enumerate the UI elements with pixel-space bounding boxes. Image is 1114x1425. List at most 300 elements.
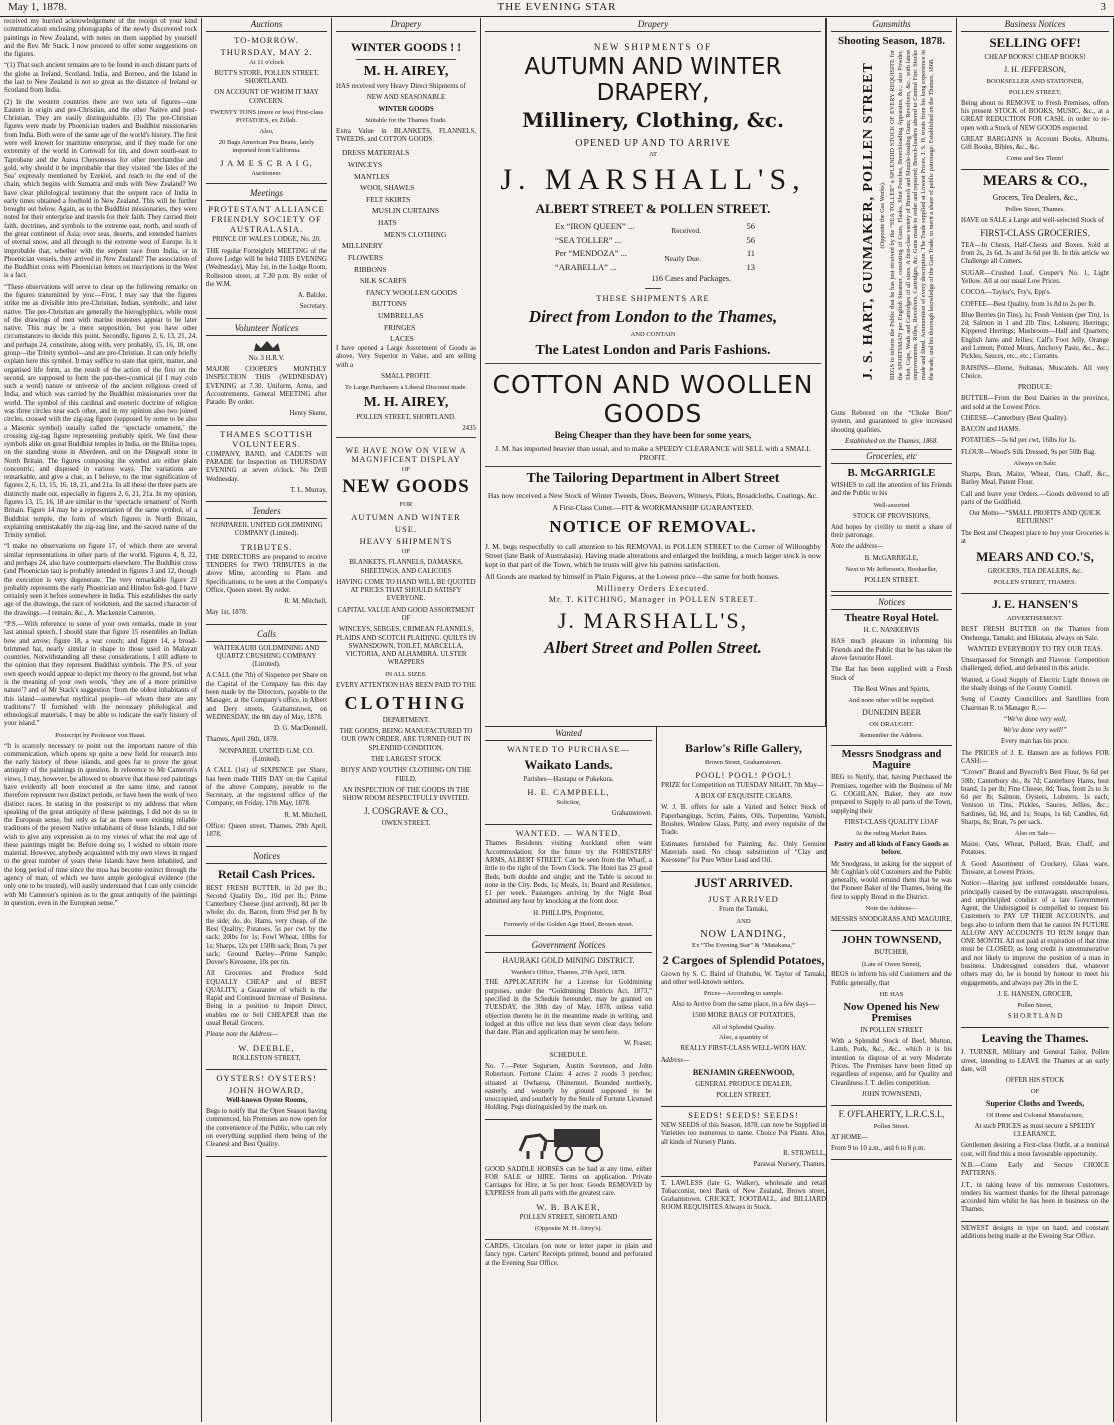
stilwell-nursery: Parawai Nursery, Thames. xyxy=(753,1161,826,1169)
turner-thanks: J.T., in taking leave of his numerous Customers, tenders his warmest thanks for the liberal patronage accorded him whilst he has been in business on the Thames. xyxy=(961,1181,1109,1214)
volunteer-body: MAJOR COOPER'S MONTHLY INSPECTION THIS (WEDNESDAY) EVENING at 7.30. Uniform, Arms, and Accoutrements. General MEETING after Parade. By order. xyxy=(206,366,327,407)
marshall-notice-removal: NOTICE OF REMOVAL. xyxy=(549,516,757,536)
greenwood-name: BENJAMIN GREENWOOD, xyxy=(692,1067,795,1077)
marshall-total: 116 Cases and Packages. xyxy=(651,274,731,284)
newest-designs-ad: NEWEST designs in type on hand, and constant additions being made at the Evening Star Office. xyxy=(961,1224,1109,1240)
mcgarrigle-ad xyxy=(831,467,952,592)
marshall-at: AT xyxy=(648,151,658,158)
cosgrave-blankets: BLANKETS, FLANNELS, DAMASKS, SHEETINGS, AND CALICOES xyxy=(349,559,463,575)
lawless-ad: T. LAWLESS (late G. Walker), wholesale and retail Tobacconist, next Bank of New Zealand, Brown street, Grahamstown. CRICKET, FOOTBALL, and BILLIARD ROOM REQUISITES Always in Stock. xyxy=(661,1179,826,1212)
snodgrass-body: Mr Snodgrass, in asking for the support of Mr Coghlan's old Customers and the Public generally, would remind them that he was the Pioneer Baker of the Thames, being the first to supply Bread in the District. xyxy=(831,860,952,901)
ship-name: Per “MENDOZA” ... xyxy=(555,248,627,259)
theatre-body: HAS much pleasure in informing his Friends and the Public that he has taken the above favourite Hotel. xyxy=(831,638,952,663)
cosgrave-of: OF xyxy=(401,548,411,556)
oysters-rooms: Well-known Oyster Rooms, xyxy=(226,1096,307,1104)
mcgarrigle-stock: STOCK OF PROVISIONS, xyxy=(852,512,931,520)
masthead-page-number: 3 xyxy=(1100,1,1106,13)
mears-sugar: SUGAR—Crushed Loaf, Couper's No. 1, Light Yellow. All at our usual Low Prices. xyxy=(961,269,1109,285)
cosgrave-inspect: AN INSPECTION OF THE GOODS IN THE SHOW ROOM RESPECTFULLY INVITED. xyxy=(342,786,470,803)
mears-coffee: COFFEE—Best Quality, from 1s 8d to 2s per lb. xyxy=(961,300,1096,308)
marshall-notice-body: J. M. begs respectfully to call attention to his REMOVAL in POLLEN STREET to the Corner of Willoughby Street (late Bank of Australasia). Having made alterations and enlarged the building, a much larger stock is now kept in that part of the Town, which he trusts will give his patrons satisfaction. xyxy=(485,541,821,569)
snodgrass-loaf: FIRST-CLASS QUALITY LOAF xyxy=(844,818,939,826)
hart-name: J. S. HART, GUNMAKER, POLLEN STREET xyxy=(861,62,876,380)
mears-produce: PRODUCE: xyxy=(1017,384,1053,392)
mears-butter: BUTTER—From the Best Dairies in the province, and sold at the Lowest Price. xyxy=(961,395,1109,411)
turner-gentlemen: Gentlemen desiring a First-class Outfit, at a nominal cost, will find this a most favourable opportunity. xyxy=(961,1142,1109,1158)
list-item: HATS xyxy=(378,218,397,228)
barlow-estimates: Estimates furnished for Painting, &c. Only Genuine Materials used. No cheap substitution of “Clay and Kerosene” for Pure White Lead and Oil. xyxy=(661,840,826,865)
retail-prices-body: All Groceries and Produce Sold EQUALLY CHEAP and of BEST QUALITY, a Guarantee of which is the Rapid and Continued Increase of Business. Being in a position to Import Direct, enables me to Sell CHEAPER than the usual Retail Grocers. xyxy=(206,970,327,1028)
just-arrived-sub: JUST ARRIVED xyxy=(708,894,779,905)
mcgarrigle-well: Well-assorted xyxy=(873,501,910,509)
mcgarrigle-note: Note the address— xyxy=(831,543,884,551)
seeds-heading: SEEDS! SEEDS! SEEDS! xyxy=(688,1110,799,1121)
airey-winter-goods: WINTER GOODS xyxy=(378,105,434,113)
shipments-table xyxy=(485,220,821,274)
hauraki-body: THE APPLICATION for a License for Goldmining purposes, under the “Goldmining Districts Act, 1873,” specified in the Schedule hereunder, may be granted on TUESDAY, the 30th day of May, 1878, unless valid objection thereto be in the meantime made in writing, and lodged at this office not less than seven clear days before that date. Plan and application may be seen here. xyxy=(485,979,652,1037)
marshall-headline: AUTUMN AND WINTER DRAPERY, xyxy=(524,54,782,106)
jefferson-body: Being about to REMOVE to Fresh Premises, offers his present STOCK of BOOKS, MUSIC, &c., at a GREAT REDUCTION FOR CASH, in order to re-open with a Stock of NEW GOODS expected. xyxy=(961,99,1109,132)
retail-prices-ad xyxy=(206,867,327,1070)
marshall-marked: All Goods are marked by himself in Plain Figures, at the Lowest price—the same for both houses. xyxy=(485,571,780,581)
calls-header: Calls xyxy=(206,628,327,642)
mears-cheese: CHEESE—Canterbury (Best Quality). xyxy=(961,414,1068,422)
meeting-title: PROTESTANT ALLIANCE FRIENDLY SOCIETY OF AUSTRALASIA. xyxy=(208,204,325,235)
thames-scottish-body: COMPANY, BAND, and CADETS will PARADE for Inspection on THURSDAY EVENING at seven o'clock. No Drill Wednesday. xyxy=(206,450,327,483)
divider xyxy=(356,59,456,60)
townsend-in: IN POLLEN STREET xyxy=(860,1026,923,1034)
marshall-shipments-are: THESE SHIPMENTS ARE xyxy=(596,292,710,303)
marshall-latest-fashions: The Latest London and Paris Fashions. xyxy=(535,342,771,358)
tenders-title: NONPAREIL UNITED GOLDMINING COMPANY (Limited). xyxy=(210,522,323,538)
ship-name: Ex “IRON QUEEN” ... xyxy=(555,220,635,231)
auction-ad xyxy=(206,35,327,184)
cosgrave-view: WE HAVE NOW ON VIEW A MAGNIFICENT DISPLAY xyxy=(345,445,467,464)
turner-home: Of Home and Colonial Manufacture, xyxy=(986,1111,1084,1119)
divider xyxy=(485,466,821,467)
mears-name: MEARS AND CO.'S, xyxy=(976,549,1094,565)
article-paragraph: “These observations will serve to clear up the following remarks on the figures transmitted by you:—First, I may say that the figures strike me as divisible into pre-Christian, Indian, symbolic, and later native. The pre-Christian are generally the hieroglyphics, while most of the drawings of men with marine monsters appear to be later native. This may be a mere supposition, but you have other circumstances to decide this point. Secondly, figures 2, 6, 13, 21, 24, and perhaps 24, constitute, along with, very probably, 15, 16, 18, one group—the Trinity symbol—and are pre-Christian. It can only briefly explain here this symbol. It may suffice to state that spirit, matter, and organised life form, as the result of the action of the first on the second, are supposed to form the pan-theo-cosmical (if I may coin such a word) nature or universe of the ancient religious creed of India, and which was carried by the Buddhist missionaries over the world. The symbol of this cardinal and esoteric doctrine of religion was three circles near each other, and in my opinion also two joined circles, crossed with the zig-zag figure (supposed by some to be also a Masonic symbol) usually called the ‘spectacle ornament,’ the crossing zig-zag figure representing probably spirit. We find these symbols alike on great Buddhist temples in India, on the Bhilsa topes, on the standing stone in Aberdeen, and on the Dingwall stone in North Britain. The figures composing the symbol are either plain concentric, and disposed in various ways. The variations are remarkable, and give a clue, as I believe, to the true signification of figures 2, 6, 13, 15, 16, 18, 21, and 21a. In all these the three parts are distinctly made out, especially in figures 2, 6, 21, 21a. In my opinion, figures 13, 15, 16, 18 are similar to the ‘spectacle ornament’ of North Britain. Figure 14 may be a representation of the same symbol, of a Buddhist temple, the form of which figures in North Britain, explaining unmistakably the zig-zag line, and the sacred name of the Trinity symbol. xyxy=(4,283,197,540)
ex-ships: Ex “The Evening Star” & “Matakana,” xyxy=(692,941,795,949)
masthead xyxy=(0,0,1114,17)
wanted-header: Wanted xyxy=(485,727,652,741)
marshall-tailoring-body: Has now received a New Stock of Winter Tweeds, Does, Beavers, Witneys, Pilots, Broadcloths, Coatings, &c. xyxy=(487,490,819,500)
mcgarrigle-next: Next to Mr Jefferson's, Bookseller, xyxy=(845,566,938,573)
mears-cocoa: COCOA—Taylor's, Fry's, Epp's. xyxy=(961,289,1051,297)
cosgrave-winceys: WINCEYS, SERGES, CRIMEAN FLANNELS, PLAIDS AND SCOTCH PLAIDING. QUILTS IN SWANSDOWN, TOILET, MARCELLA, VICTORIA, AND ALHAMBRA. ULSTER WRAPPERS xyxy=(336,626,476,667)
mcgarrigle-street: POLLEN STREET. xyxy=(864,576,919,584)
wanted-column xyxy=(485,726,657,1422)
on-draught: ON DRAUGHT. xyxy=(869,720,914,728)
auctioneer-title: Auctioneer. xyxy=(251,169,282,177)
marshall-streets: ALBERT STREET & POLLEN STREET. xyxy=(535,200,771,216)
barlow-stock: W. J. B. offers for sale a Varied and Select Stock of Paperhangings, Scrim, Paints, Oils, Turpentine, Varnish, Brushes, Window Glass, Putty, and every requisite of the Trade. xyxy=(661,804,826,837)
hart-choke-bore: Guns Rebored on the “Choke Bore” system, and guaranteed to give increased shooting qualities. xyxy=(831,410,952,434)
list-item: FLOWERS xyxy=(348,252,384,262)
cosgrave-clothing: CLOTHING xyxy=(344,692,468,713)
baker-address: POLLEN STREET, SHORTLAND xyxy=(519,1213,618,1221)
turner-ad xyxy=(961,1031,1109,1221)
theatre-remember: Remember the Address. xyxy=(859,731,924,739)
townsend-name: JOHN TOWNSEND, xyxy=(841,934,942,947)
business-column xyxy=(957,18,1114,1422)
townsend-body: With a Splendid Stock of Beef, Mutton, Lamb, Pork, &c., &c., which it is his intention to dispose of at very Moderate Prices. The Premises have been fitted up regardless of expense, and for Quality and Cleanliness J. T. defies competition. xyxy=(831,1038,952,1087)
airey-items-list xyxy=(336,147,476,345)
marshall-name: J. MARSHALL'S, xyxy=(557,607,749,633)
waikato-parishes: Parishes—Hautapu or Pukekura. xyxy=(523,776,614,783)
mcgarrigle-hopes: And hopes by civility to merit a share of their patronage. xyxy=(831,523,952,540)
hansen-verse: “We've done very well, xyxy=(1003,715,1067,723)
mears-best: The Best and Cheapest place to buy your Groceries is at xyxy=(961,529,1109,545)
auction-also: Also, xyxy=(259,127,274,135)
more-bags: 1500 MORE BAGS OF POTATOES, xyxy=(691,1012,796,1020)
retail-prices-title: Retail Cash Prices. xyxy=(218,866,315,881)
waikato-lands: Waikato Lands. xyxy=(524,757,613,772)
phillips-formerly: Formerly of the Golden Age Hotel, Brown street. xyxy=(503,921,634,928)
hauraki-office: Warden's Office, Thames, 27th April, 1878. xyxy=(511,968,626,976)
list-item: SILK SCARFS xyxy=(360,276,407,286)
seeds-body: NEW SEEDS of this Season, 1878, can now be Supplied in Varieties too numerous to name. Choice Pot Plants. Also, all kinds of Nursery Plants. xyxy=(661,1122,826,1146)
list-item: RIBBONS xyxy=(354,264,387,274)
auction-item: 20 Bags American Pea Beans, lately imported from California. xyxy=(218,138,315,154)
groceries-header: Groceries, etc xyxy=(831,449,952,464)
list-item: MILLINERY xyxy=(342,241,383,251)
hansen-prices-body: “Crown” Brand and Byecroft's Best Flour, 9s 6d per 50lb; Canterbury do., 8s 7d; Canterbury Hams, best brand, 1s per lb; Fine Cheese, 8d; Teas, from 2s to 3s 6d per lb; Salmon, Oysters, Lobsters, 1s each; Venison in Tins, Pickles, Sauces, Jellies, &c.; Sardines, 6d, 8d, and 1s; Soaps, 1s 6d; Candles, 6d; Sharps, 8s; Bran, 7s per sack. xyxy=(961,769,1109,826)
hart-opposite: (Opposite the Gas Works). xyxy=(879,181,886,249)
retail-prices-address-label: Please note the Address— xyxy=(206,1031,278,1039)
notices-header: Notices xyxy=(831,595,952,610)
mears-street: POLLEN STREET, THAMES. xyxy=(993,579,1077,587)
gunsmith-rotated-ad xyxy=(831,50,952,410)
list-item: WINCEYS xyxy=(348,159,383,169)
drapery-header: Drapery xyxy=(336,18,476,32)
article-paragraph: received my hurried acknowledgement of the receipt of your kind communication enclosing photographs of the newly discovered rock paintings in New Zealand, with notes on them supplied by yourself and the Rev. Mr Stack. I now proceed to offer some suggestions on the figures. xyxy=(4,18,197,59)
calls-signature: R. M. Mitchell, xyxy=(284,811,327,819)
jefferson-role: BOOKSELLER AND STATIONER, xyxy=(986,77,1084,85)
mears-raisins: RAISINS—Eleme, Sultanas, Muscatels. All very Choice. xyxy=(961,364,1109,380)
cards-ad: CARDS, Circulars (on note or letter paper in plain and fancy type. Carters' Receipts printed, bound and perforated at the Evening Star Office. xyxy=(485,1242,652,1267)
greenwood-ad xyxy=(661,875,826,1107)
hansen-also: Also on Sale— xyxy=(1014,830,1056,838)
calls-title: NONPAREIL UNITED G.M. CO. (Limited). xyxy=(219,747,314,763)
auctioneer-name: J A M E S C R A I G, xyxy=(220,157,313,168)
divider xyxy=(645,288,661,289)
snodgrass-pastry: Pastry and all kinds of Fancy Goods as before. xyxy=(834,841,949,857)
calls-signature: D. G. MacDonnell, xyxy=(273,725,327,733)
table-row xyxy=(555,234,821,248)
notices-header: Notices xyxy=(206,850,327,864)
snodgrass-body: BEG to Notify, that, having Purchased the Premises, together with the Business of Mr G. COGHLAN, Baker, they are now prepared to Supply to all parts of the Town, supplying their xyxy=(831,774,952,815)
marshall-subheadline: Millinery, Clothing, &c. xyxy=(522,108,784,132)
hay-line: REALLY FIRST-CLASS WELL-WON HAY. xyxy=(680,1045,807,1053)
phillips-name: H. PHILLIPS, Proprietor, xyxy=(533,909,604,917)
airey-new: NEW AND SEASONABLE xyxy=(366,94,446,102)
list-item: MUSLIN CURTAINS xyxy=(372,206,440,216)
ship-name: “ARABELLA” ... xyxy=(555,261,617,272)
meeting-signature: A. Balcke, xyxy=(297,292,327,300)
marshall-kitching: Mr. T. KITCHING, Manager in POLLEN STREET. xyxy=(548,594,758,604)
calls-title: WAITEKAURI GOLDMINING AND QUARTZ CRUSHING COMPANY (Limited). xyxy=(213,644,320,669)
hauraki-schedule-body: No. 7.—Peter Segursen, Austin Sorenson, and John Robertson. Fortune Claim: 4 acres 2 roods 3 perches; situated at Owharoa, Ohinemuri. Bounded northerly, easterly, and westerly by ground supposed to be unoccupied, and southerly by the Smile of Fortune Licensed Holding. Pegs distinguished by the mark on. xyxy=(485,1062,652,1112)
article-column xyxy=(0,18,202,1422)
potato-cargoes: 2 Cargoes of Splendid Potatoes, xyxy=(662,952,825,967)
meeting-lodge: PRINCE OF WALES LODGE, No. 20. xyxy=(212,236,321,244)
volunteer-header: Volunteer Notices xyxy=(206,322,327,336)
marshall-cotton-woollen: COTTON AND WOOLLEN GOODS xyxy=(492,369,814,428)
marshall-cutter: A First-Class Cutter.—FIT & WORKMANSHIP GUARANTEED. xyxy=(552,502,754,512)
also-arrive: Also to Arrive from the same place, in a few days— xyxy=(671,1001,816,1008)
greenwood-street: POLLEN STREET, xyxy=(716,1091,771,1099)
also-quantity: Also, a quantity of xyxy=(718,1034,769,1042)
thames-scottish-signature: T. L. Murray, xyxy=(290,486,327,494)
cosgrave-new-goods: NEW GOODS xyxy=(342,476,470,498)
mears-have: HAVE on SALE a Large and well-selected Stock of xyxy=(961,216,1104,224)
from-tamaki: From the Tamaki, xyxy=(719,906,768,914)
snodgrass-ruling: At the ruling Market Rates. xyxy=(855,830,928,838)
retail-prices-name: W. DEEBLE, xyxy=(238,1042,295,1053)
volunteer-title: No. 3 H.R.V. xyxy=(248,354,285,362)
volunteer-ad xyxy=(206,339,327,426)
baker-name: W. B. BAKER, xyxy=(536,1201,601,1212)
cheap-books: CHEAP BOOKS! CHEAP BOOKS! xyxy=(984,54,1086,61)
cosgrave-of: OF xyxy=(401,465,411,473)
greenwood-role: GENERAL PRODUCE DEALER, xyxy=(695,1080,792,1088)
townsend-name: JOHN TOWNSEND, xyxy=(861,1090,922,1098)
turner-secure: N.B.—Come Early and Secure CHOICE PATTERNS. xyxy=(961,1162,1109,1178)
mcgarrigle-name: B. McGARRIGLE xyxy=(847,467,936,480)
ship-qty: 11 xyxy=(746,248,755,259)
stilwell-name: R. STILWELL, xyxy=(783,1149,826,1157)
airey-discount: To Large Purchasers a Liberal Discount made. xyxy=(344,384,468,392)
hansen-electric: Wanted, a Good Supply of Electric Light thrown on the shady doings of the County Council. xyxy=(961,676,1109,692)
waikato-ad xyxy=(485,744,652,825)
barlow-street: Brown Street, Grahamstown. xyxy=(705,759,782,766)
tenders-ad xyxy=(206,522,327,625)
divider xyxy=(336,437,476,438)
calls-date: Thames, April 26th, 1878. xyxy=(206,736,279,744)
townsend-late: (Late of Owen Street), xyxy=(861,960,922,968)
turner-body: J. TURNER, Military and General Tailor, Pollen street, intending to LEAVE the Thames at an early date, will xyxy=(961,1049,1109,1073)
winter-goods-heading: WINTER GOODS ! ! xyxy=(350,40,462,54)
mears-grocers: GROCERS, TEA DEALERS, &c. xyxy=(987,568,1083,576)
list-item: DRESS MATERIALS xyxy=(342,148,410,158)
barlow-cigars: A BOX OF EXQUISITE CIGARS. xyxy=(694,793,793,801)
marshall-opened: OPENED UP AND TO ARRIVE xyxy=(575,138,731,149)
just-arrived-heading: JUST ARRIVED. xyxy=(694,875,793,891)
auction-item: TWENTY TONS (more or less) First-class POTATOES, ex Zillah. xyxy=(209,109,324,124)
list-item: MEN'S CLOTHING xyxy=(384,229,447,239)
hansen-advertisement: ADVERTISEMENT. xyxy=(1006,615,1064,623)
hansen-wanted: WANTED EVERYBODY TO TRY OUR TEAS. xyxy=(967,645,1103,653)
hansen-teas: Unsurpassed for Strength and Flavour. Competition challenged, defied, and defeated in this article. xyxy=(961,657,1109,673)
hansen-prices-heading: The PRICES of J. E. Hansen are as follows FOR CASH:— xyxy=(961,749,1109,765)
ship-qty: 13 xyxy=(746,261,755,272)
airey-assortment: I have opened a Large Assortment of Goods as above, Very Superior in Value, and am selling with a xyxy=(336,344,476,369)
hansen-verse: We've done very well!” xyxy=(1003,727,1067,735)
list-item: FANCY WOOLLEN GOODS xyxy=(366,287,458,297)
hansen-town: S H O R T L A N D xyxy=(1007,1013,1063,1021)
cosgrave-largest: THE LARGEST STOCK xyxy=(370,755,442,763)
baker-opposite: (Opposite M. H. Airey's). xyxy=(534,1225,603,1233)
marshall-direct-from-london: Direct from London to the Thames, xyxy=(528,306,778,326)
mears-ad xyxy=(961,173,1109,594)
mears-always: Always on Sale: xyxy=(1013,460,1057,468)
cosgrave-sizes: IN ALL SIZES. xyxy=(385,670,427,678)
cosgrave-autumn-winter: AUTUMN AND WINTER xyxy=(351,512,461,523)
list-item: FRINGES xyxy=(384,322,416,332)
calls-ad xyxy=(206,645,327,847)
list-item: UMBRELLAS xyxy=(378,311,424,321)
article-paragraph: “P.S.—With reference to some of your own remarks, made in your last annual speech, I should state that figure 15 resembles an Indian bow and arrow; figure 18, a war couch; and figure 14, a broad-brimmed hat, nearly similar in shape to those used in Malayan countries. Notwithstanding all these considerations, I still adhere to the opinion that they represent Buddhist symbols. The P.S. of your own speech would appear to depict my theory to the ground, but what is the meaning of your own words, ‘they are of a more primitive nature’? and of Mr Stack's suggestion ‘from the oldest inhabitants of this island—somewhat mythical people—of whom there are any traditions’? If furnished with the necessary philological and ethnological materials, I may be able to indicate the early history of your island.” xyxy=(4,620,197,728)
marshall-millinery: Millinery Orders Executed. xyxy=(596,583,710,593)
tenders-date: May 1st, 1878. xyxy=(206,609,248,617)
fraser-name: W. Fraser, xyxy=(624,1040,652,1048)
gunsmiths-header: Gunsmiths xyxy=(831,18,952,32)
theatre-bar: The Bar has been supplied with a Fresh Stock of xyxy=(831,666,952,682)
tenders-body: THE DIRECTORS are prepared to receive TENDERS for TWO TRIBUTES in the above Mine, according to Plans and Specifications, to be seen at the Company's Office, Queen street. By order. xyxy=(206,553,327,594)
airey-intro: HAS received very Heavy Direct Shipments of xyxy=(336,83,466,90)
barlow-pool: POOL! POOL! POOL! xyxy=(695,769,792,780)
foresters-wanted: WANTED. — WANTED. xyxy=(515,828,622,839)
government-notices-header: Government Notices xyxy=(485,939,652,953)
divider xyxy=(485,363,821,364)
nankervis-name: H. C. NANKERVIS xyxy=(863,627,920,635)
hansen-price: Every man has his price. xyxy=(1001,738,1069,746)
oysters-title: OYSTERS! OYSTERS! xyxy=(216,1072,317,1083)
theatre-title: Theatre Royal Hotel. xyxy=(844,613,939,625)
cosgrave-department: DEPARTMENT. xyxy=(382,716,430,724)
tenders-signature: R. M. Mitchell, xyxy=(284,598,327,606)
snodgrass-ad xyxy=(831,749,952,931)
oysters-name: JOHN HOWARD, xyxy=(228,1084,305,1095)
article-postscript-heading: Postscript by Professor von Haast. xyxy=(55,731,146,739)
mcgarrigle-name: B. McGARRIGLE, xyxy=(864,554,919,562)
auctions-header: Auctions xyxy=(206,18,327,32)
oflaherty-street: Pollen Street. xyxy=(873,1122,910,1130)
theatre-none-other: And none other will be supplied. xyxy=(848,697,935,705)
airey-extra-value: Extra Value in BLANKETS, FLANNELS, TWEEDS, and COTTON GOODS. xyxy=(336,127,476,144)
turner-offer: OFFER HIS STOCK xyxy=(1005,1077,1065,1085)
mcgarrigle-body: WISHES to call the attention of his Friends and the Public to his xyxy=(831,482,952,498)
cosgrave-boys: BOYS' AND YOUTHS' CLOTHING ON THE FIELD. xyxy=(340,767,472,783)
airey-name: M. H. AIREY, xyxy=(363,64,449,79)
townsend-role: BUTCHER, xyxy=(874,949,909,957)
drapery-header: Drapery xyxy=(485,18,821,32)
marshall-cheaper: Being Cheaper than they have been for some years, xyxy=(554,429,752,440)
now-landing: NOW LANDING, xyxy=(700,928,787,940)
auction-date: THURSDAY, MAY 2. xyxy=(220,47,313,57)
airey-suitable: Suitable for the Thames Trade. xyxy=(365,116,447,124)
jefferson-ad xyxy=(961,35,1109,170)
snodgrass-note: Note the Address— xyxy=(865,905,918,913)
townsend-body: BEGS to inform his old Customers and the Public generally, that xyxy=(831,971,952,987)
hansen-maize: Maize, Oats, Wheat, Pollard, Bran, Chaff, and Potatoes. xyxy=(961,841,1109,857)
marshall-name: J. MARSHALL'S, xyxy=(500,162,806,196)
auction-time: At 11 o'clock xyxy=(248,59,284,66)
hansen-ad xyxy=(961,597,1109,1028)
oflaherty-name: F. O'FLAHERTY, L.R.C.S.I., xyxy=(838,1109,945,1120)
hansen-grocer: J. E. HANSEN, GROCER, xyxy=(997,990,1073,998)
seeds-ad xyxy=(661,1110,826,1176)
article-paragraph: (2) In the western countries there are two sets of figures—one Eastern in origin and pre-Christian, and the other Native and post-Christian. They are easily distinguishable. (3) The pre-Christian figures were made by Phoenician traders and Buddhist missionaries from India. Both were of the same age of the world's history. The first were well known for maritime enterprise, and if they made for one extremity of the world in Cornwall for tin, and down south-east to Taprobane and the Aurea Chersonesus for other merchandise and gold, why should it be improbable that they visited ‘the Isles of the Sea’ expressly mentioned by Ezekiel, and reach to the end of the chain, which begins with Sumatra and ends with New Zealand? We have clear philological testimony that the serpent race of India in early times obtained a foothold in New Zealand. This will be further brought out below. Again, as to the Buddhist missionaries, they were noted for their enterprise and travels for their faith. They carried their faith, doctrines, and symbols to the extreme east, north, and south of the great continent of Asia; over seas, deserts, and extended barriers of eternal snow, and all through to the extreme west of Europe. Is it improbable that, whether with the serpent race from India, or in Phoenician vessels, they arrived in New Zealand? The association of the Buddhist cross with Phoenician letters on inscriptions in the West is a fact. xyxy=(4,98,197,280)
airey-small-profit: SMALL PROFIT. xyxy=(381,372,431,380)
turner-of: OF xyxy=(1030,1088,1040,1096)
mears-bacon: BACON and HAMS. xyxy=(961,426,1021,434)
campbell-town: Grahamstown. xyxy=(611,810,652,818)
received-label: Received. xyxy=(671,225,701,235)
mears-tea: TEA—In Chests, Half-Chests and Boxes. Sold at from 2s, 2s 6d, 3s and 3s 6d per lb. In this article we Challenge all Comers. xyxy=(961,241,1109,266)
mears-sharps: Sharps, Bran, Maize, Wheat, Oats, Chaff, &c., Barley Meal, Patent Flour. xyxy=(961,470,1109,487)
snodgrass-title: Messrs Snodgrass and Maguire xyxy=(841,749,942,772)
jefferson-bargains: GREAT BARGAINS in Account Books, Albums, Gift Books, Bibles, &c., &c. xyxy=(961,135,1109,152)
mears-name: MEARS & CO., xyxy=(982,173,1088,190)
dunedin-beer: DUNEDIN BEER xyxy=(862,708,921,718)
saddle-horses-ad xyxy=(485,1166,652,1240)
foresters-body: Thames Residents visiting Auckland often want Accommodation; for the future try the FORESTERS' ARMS, ALBERT STREET. Can be seen from the Wharf, a little to the right of the Town Clock. The Hotel has 23 good Beds, both double and single; and the Table is second to none in the City. Beds, 1s; Meals, 1s; Board and Residence, £1 per week. Passengers arriving by the Night Boat admitted any hour by knocking at the front door. xyxy=(485,840,652,906)
cosgrave-for: FOR xyxy=(399,501,413,509)
mears-potatoes: POTATOES—5s 6d per cwt, 16lbs for 1s. xyxy=(961,437,1077,445)
mears-street: Pollen Street, Thames. xyxy=(1005,205,1065,213)
cosgrave-use: USE. xyxy=(394,524,418,535)
hansen-crockery: A Good Assortment of Crockery, Glass ware, Tinware, at Lowest Prices. xyxy=(961,860,1109,876)
cosgrave-heavy: HEAVY SHIPMENTS xyxy=(359,536,453,547)
theatre-ad xyxy=(831,613,952,746)
crown-crest-icon xyxy=(250,339,284,353)
oflaherty-ad xyxy=(831,1109,952,1160)
marshall-tailoring: The Tailoring Department in Albert Street xyxy=(526,470,780,486)
tenders-header: Tenders xyxy=(206,505,327,519)
foresters-arms-ad xyxy=(485,828,652,935)
masthead-title: THE EVENING STAR xyxy=(497,1,617,13)
jefferson-name: J. H. JEFFERSON, xyxy=(1003,65,1066,75)
address-label: Address— xyxy=(661,1056,690,1064)
meeting-body: THE regular Fortnightly MEETING of the above Lodge will be held THIS EVENING (Wednesday), May 1st, in the Lodge Room, Rolleston street, at 7.30 p.m. By order of the W.M. xyxy=(206,247,327,288)
mears-call: Call and leave your Orders.—Goods delivered to all parts of the Goldfield. xyxy=(961,490,1109,506)
gunsmith-column xyxy=(826,18,957,1422)
marshall-clearance: J. M. has imported heavier than usual, and to make a SPEEDY CLEARANCE will SELL with a SMALL PROFIT. xyxy=(495,443,811,462)
waikato-wanted: WANTED TO PURCHASE— xyxy=(506,744,631,754)
barlow-prize: PRIZE for Competition on TUESDAY NIGHT, 7th May— xyxy=(661,781,824,789)
and-label: AND xyxy=(736,917,751,925)
barlow-title: Barlow's Rifle Gallery, xyxy=(685,741,802,755)
auction-location: BUTT'S STORE, POLLEN STREET, SHORTLAND. xyxy=(214,69,319,86)
oysters-ad xyxy=(206,1073,327,1157)
turner-superior: Superior Cloths and Tweeds, xyxy=(985,1099,1085,1109)
cosgrave-goods: THE GOODS, BEING MANUFACTURED TO OUR OWN ORDER, ARE TURNED OUT IN SPLENDID CONDITION. xyxy=(339,728,473,752)
business-header: Business Notices xyxy=(961,18,1109,32)
oflaherty-hours: From 9 to 10 a.m., and 6 to 8 p.m. xyxy=(831,1145,926,1153)
calls-body: A CALL (the 7th) of Sixpence per Share on the Capital of the Company has this day been made by the Directors, payable to the Manager, at the Company's office, in Albert and Dery streets, Grahamstown, on WEDNESDAY, the 8th day of May, 1878. xyxy=(206,672,327,721)
hansen-butter: BEST FRESH BUTTER on the Thames from Onehunga, Tamaki, and Hikutaia, always on Sale. xyxy=(961,626,1109,642)
cosgrave-attention: EVERY ATTENTION HAS BEEN PAID TO THE xyxy=(336,681,476,689)
potato-prices: Prices—According to sample. xyxy=(703,990,784,998)
list-item: MANTLES xyxy=(354,171,390,181)
nearly-due-label: Nearly Due. xyxy=(664,253,701,263)
article-paragraph: “It is scarcely necessary to point out the important nature of this communication, which opens up quite a new field for research into the early history of these islands, and goes far to prove the great antiquity of the paintings in question. In reference to Mr Cameron's views, I may, however, be allowed to observe that these red paintings have evidently all been executed at the same time, and cannot therefore represent two distinct periods, or have been the work of two distinct races. In stating in the postscript to my address that when speaking of the great antiquity of these paintings, I did not do so in the European sense, but only as far as there were existing reliable traditions of the present Native inhabitants of these Islands, I did not wish to give any expression as to my views of what the real age of these paintings might be. Before doing so, I wished to obtain more material. However, anybody acquainted with my own views in regard to the great number of years these Islands have been inhabited, and the long period of time since the moa has become extinct through the agency of man, of which we have ample geological evidence (the only one to be trusted), will easily understand that I can only coincide with Mr Cameron's opinion as to the great antiquity of the paintings in question, even in the European sense.” xyxy=(4,742,197,907)
article-paragraph: “(1) That such ancient remains are to be found in such distant parts of the globe as Ireland, Scotland, India, and Borneo, and the Island in the last to New Zealand is not so great as the distance of Ireland or Scotland from India. xyxy=(4,62,197,95)
hansen-name: J. E. HANSEN'S xyxy=(991,597,1079,612)
bag-quality: All of Splendid Quality. xyxy=(711,1023,776,1031)
hauraki-ad xyxy=(485,956,652,1120)
barlow-ad xyxy=(661,741,826,872)
townsend-has: HE HAS xyxy=(879,990,904,998)
ship-qty: 56 xyxy=(746,220,755,231)
marshall-streets-italic: Albert Street and Pollen Street. xyxy=(544,637,762,657)
campbell-role: Solicitor, xyxy=(556,799,581,807)
cosgrave-name: J. COSGRAVE & CO., xyxy=(364,806,448,817)
gunsmith-rotated-content xyxy=(861,50,952,380)
list-item: BUTTONS xyxy=(372,299,407,309)
